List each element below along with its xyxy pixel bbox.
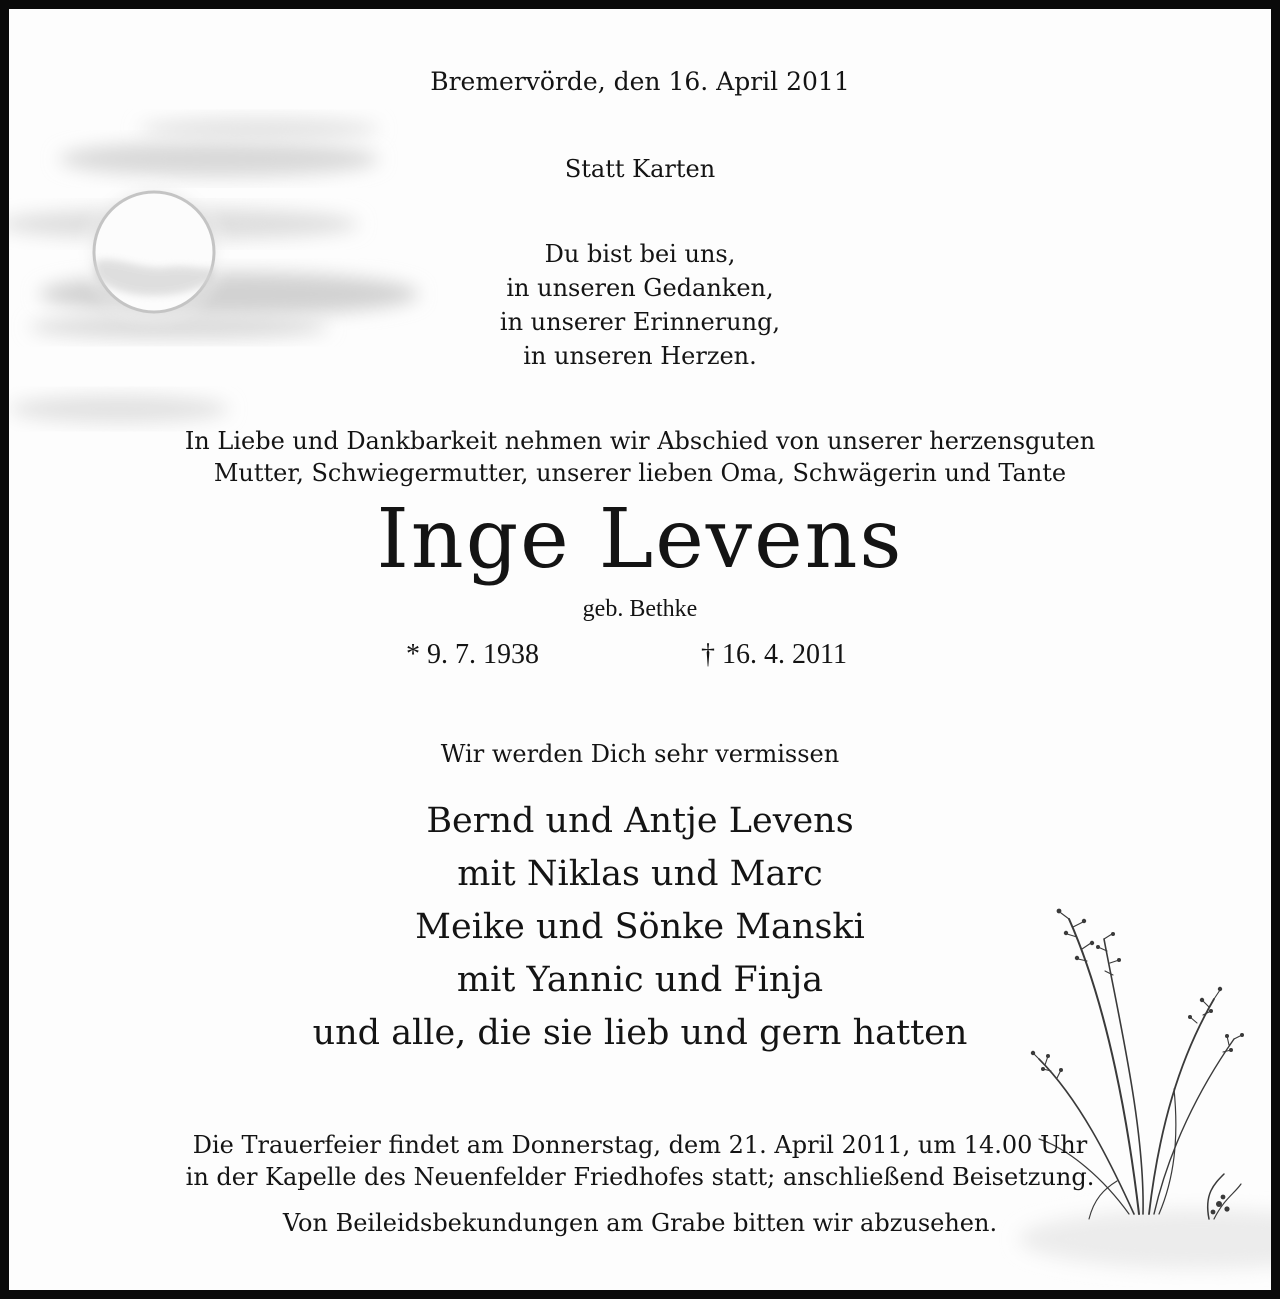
deceased-name: Inge Levens	[376, 492, 904, 587]
service-info	[9, 1129, 1271, 1193]
condolence-note: Von Beileidsbekundungen am Grabe bitten wir abzusehen.	[282, 1209, 998, 1237]
mourner-line: Meike und Sönke Manski	[415, 907, 865, 947]
service-line: Die Trauerfeier findet am Donnerstag, dem 21. April 2011, um 14.00 Uhr	[192, 1131, 1088, 1159]
mourner-line: mit Niklas und Marc	[457, 854, 823, 894]
mourner-line: und alle, die sie lieb und gern hatten	[312, 1013, 968, 1053]
maiden-name: geb. Bethke	[582, 596, 698, 622]
birth-date: * 9. 7. 1938	[406, 639, 539, 670]
life-dates	[9, 639, 1271, 675]
mourner-line: mit Yannic und Finja	[456, 960, 824, 1000]
mourners-list	[9, 795, 1271, 1060]
place-date: Bremervörde, den 16. April 2011	[430, 67, 850, 96]
death-date: † 16. 4. 2011	[701, 639, 847, 670]
poem-line: in unseren Gedanken,	[506, 274, 774, 302]
intro-text	[9, 425, 1271, 489]
mourner-line: Bernd und Antje Levens	[426, 801, 854, 841]
statt-karten: Statt Karten	[564, 155, 716, 183]
intro-line: In Liebe und Dankbarkeit nehmen wir Abschied von unserer herzensguten	[184, 427, 1096, 455]
poem-line: in unserer Erinnerung,	[499, 308, 781, 336]
service-line: in der Kapelle des Neuenfelder Friedhofes statt; anschließend Beisetzung.	[185, 1163, 1095, 1191]
miss-line: Wir werden Dich sehr vermissen	[440, 740, 840, 768]
poem-line: in unseren Herzen.	[523, 342, 757, 370]
poem	[9, 237, 1271, 373]
intro-line: Mutter, Schwiegermutter, unserer lieben Oma, Schwägerin und Tante	[213, 459, 1067, 487]
poem-line: Du bist bei uns,	[544, 240, 736, 268]
